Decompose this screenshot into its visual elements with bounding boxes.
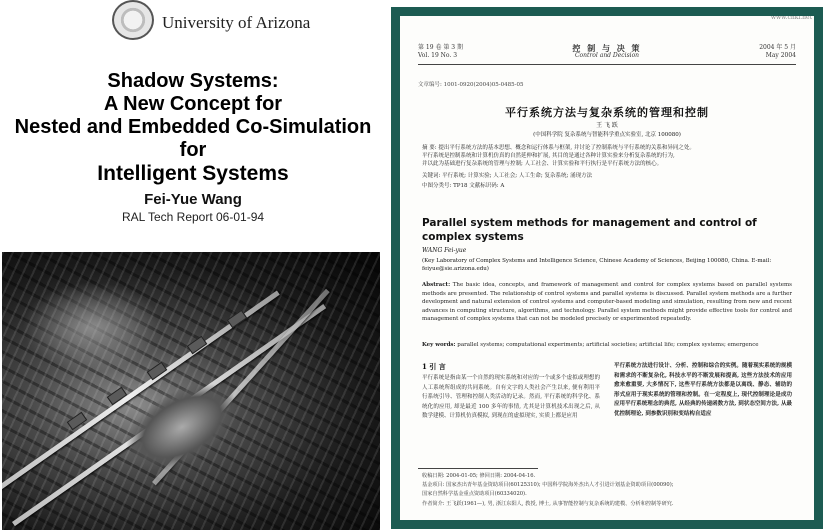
footnote-rule — [418, 468, 538, 469]
zh-author: 王 飞 跃 — [596, 122, 618, 129]
zh-keywords: 关键词: 平行系统; 计算实验; 人工社会; 人工生命; 复杂系统; 涌现方法 — [422, 173, 593, 179]
en-author: WANG Fei-yue — [422, 247, 467, 254]
report-cover — [0, 0, 386, 530]
en-keywords — [422, 341, 792, 350]
en-title: Parallel system methods for management and control of complex systems — [422, 217, 757, 243]
header-rule — [418, 64, 796, 65]
journal-page — [400, 16, 814, 520]
cover-author: Fei-Yue Wang — [144, 191, 242, 208]
watermark: www.cnki.net — [770, 16, 812, 21]
railway-train-photo — [2, 252, 380, 530]
body-column-left: 平行系统是指由某一个自然的现实系统和对应的一个或多个虚拟或理想的人工系统所组成的共同系统。自有文字的人类社会产生以来, 便有利用平行系统引导、管理和控制人类活动的记录。然而, 平行系统的科学化、系统化的应用, 却是最近 100 多年的事情, 尤其是计算机技术出现之后, 从数学建模、计算机仿真模拟, 到现在的虚拟现实, 实质上都是应用 — [422, 375, 600, 419]
cover-title-line: Intelligent Systems — [97, 162, 289, 185]
cover-report-number: RAL Tech Report 06-01-94 — [121, 210, 265, 224]
cover-title-line: for — [179, 139, 207, 161]
footnote: 基金项目: 国家杰出青年基金资助项目(60125310); 中国科学院海外杰出人才引进计划基金资助项目(00090); — [422, 482, 674, 488]
zh-abstract-line: 平行系统是控制系统和计算机仿真的自然延伸和扩展, 其目的是通过各种计算实验来分析复杂系统的行为, — [422, 153, 675, 159]
journal-page-frame — [391, 7, 823, 529]
abstract-label: Abstract: — [422, 282, 451, 288]
cover-title-line: Shadow Systems: — [107, 70, 279, 92]
zh-title: 平行系统方法与复杂系统的管理和控制 — [505, 106, 709, 119]
journal-date: 2004 年 5 月 May 2004 — [759, 44, 796, 59]
section-heading: 1 引 言 — [422, 362, 446, 371]
footnote: 国家自然科学基金重点资助项目(60334020). — [422, 491, 527, 497]
footnote: 作者简介: 王飞跃(1961—), 男, 浙江东阳人, 教授, 博士, 从事智能控制与复杂系统的建模、分析和控制等研究. — [422, 501, 674, 507]
journal-name: 控 制 与 决 策 Control and Decision — [572, 43, 642, 59]
cover-title-line: A New Concept for — [103, 93, 283, 115]
zh-classification: 中图分类号: TP18 文献标识码: A — [422, 183, 505, 189]
zh-affiliation: (中国科学院 复杂系统与智能科学重点实验室, 北京 100080) — [533, 132, 681, 138]
zh-abstract-line: 摘 要: 提出平行系统方法的基本思想、概念和运行体系与框架, 并讨论了控制系统与平行系统的关系和异同之处。 — [422, 145, 695, 151]
en-affiliation: (Key Laboratory of Complex Systems and Intelligence Science, Chinese Academy of Sciences, Beijing 100080, China. E-mail: feiyue@sie.arizona.edu) — [422, 258, 772, 272]
keywords-text: parallel systems; computational experiments; artificial societies; artificial life; complex systems; emergence — [457, 342, 759, 348]
journal-volume: 第 19 卷 第 3 期 Vol. 19 No. 3 — [418, 44, 463, 59]
university-name: University of Arizona — [162, 13, 311, 32]
article-number: 文章编号: 1001-0920(2004)05-0485-05 — [418, 82, 524, 88]
zh-abstract-line: 并以此为基础进行复杂系统的管理与控制; 人工社会、计算实验和平行执行是平行系统方法的核心。 — [422, 161, 663, 167]
body-column-right: 平行系统方法进行设计、分析、控制和综合的实例。随着现实系统的规模和需求的不断复杂化, 科技水平的不断发展和提高, 这些方法技术的应用愈来愈重要, 大多情况下, 这些平行系统方法都是以离线、静态、辅助的形式应用于现实系统的管理和控制。在一定程度上, 现代控制理论是成功应用平行系统理念的典范, 从经典的传递函数方法, 到状态空间方法, 从最优控制理论, 到参数识别和变结构自适应 — [614, 363, 792, 417]
footnote: 收稿日期: 2004-01-05; 修回日期: 2004-04-16. — [422, 473, 536, 479]
en-abstract — [422, 281, 792, 324]
keywords-label: Key words: — [422, 342, 456, 348]
university-seal-icon — [112, 0, 154, 40]
abstract-text: The basic idea, concepts, and framework of management and control for complex systems based on parallel systems methods are presented. The relationship of control systems and parallel systems is discussed. Parallel system methods are a further development and natural extension of control systems and computer-based modeling and simulation, resulting from new and recent advances in computing structure, algorithms, and technology. Parallel system methods might provide effective tools for control and management of complex systems that can not be modeled precisely or experimented repeatedly. — [422, 282, 792, 322]
cover-title-line: Nested and Embedded Co-Simulation — [14, 116, 372, 138]
